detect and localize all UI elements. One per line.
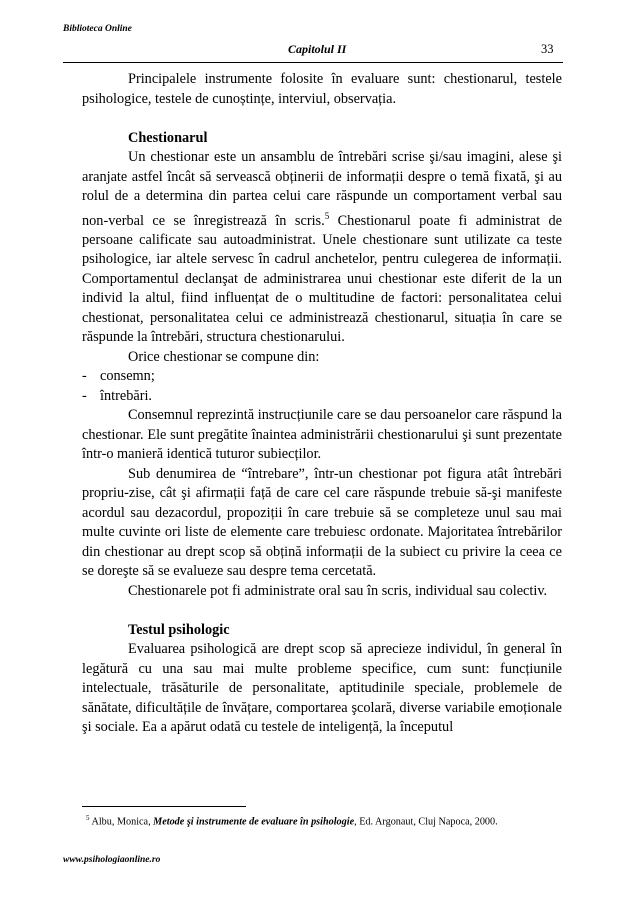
footnote-number: 5: [86, 814, 90, 822]
footnote: [86, 811, 566, 829]
website-link[interactable]: www.psihologiaonline.ro: [63, 855, 161, 865]
paragraph-administration: Chestionarele pot fi administrate oral sau în scris, individual sau colectiv.: [128, 582, 548, 599]
footnote-publisher: , Ed. Argonaut, Cluj Napoca, 2000.: [354, 816, 498, 828]
list-item-text: consemn;: [100, 368, 155, 385]
footnote-rule: [82, 806, 246, 807]
list-item-text: întrebări.: [100, 387, 153, 404]
chapter-title: Capitolul II: [288, 42, 347, 56]
footnote-book-title: Metode şi instrumente de evaluare în psihologie: [153, 816, 355, 828]
page-body: [82, 70, 562, 738]
library-label: Biblioteca Online: [63, 24, 132, 34]
paragraph-chestionar-definition: [82, 148, 562, 348]
list-dash: -: [82, 368, 87, 385]
footnote-reference: 5: [324, 210, 330, 221]
page-number: 33: [541, 42, 554, 56]
paragraph-consemn: Consemnul reprezintă instrucțiunile care se dau persoanelor care răspund la chestionar. Ele sunt pregătite înaintea administrării chestionarului şi sunt prezentate într-o manieră identică tuturor subiecților.: [82, 407, 562, 463]
paragraph-components: Orice chestionar se compune din:: [128, 348, 320, 365]
paragraph-evaluare: Evaluarea psihologică are drept scop să aprecieze individul, în general în legătură cu una sau mai multe probleme specifice, cum sunt: funcțiunile intelectuale, trăsăturile de personalitate, aptitudinile speciale, problemele de sănătate, dificultățile de învățare, comportarea şcolară, diverse variabile emoționale şi sociale. Ea a apărut odată cu testele de inteligență, la începutul: [82, 641, 562, 736]
section-heading-chestionarul: Chestionarul: [128, 129, 208, 146]
spacer: [82, 601, 562, 621]
paragraph-text-part2: Chestionarul poate fi administrat de persoane calificate sau autoadministrat. Unele chestionare sunt utilizate ca teste psihologice, iar altele servesc în cadrul anchetelor, pentru culegerea de informații. Comportamentul declanşat de administrarea unui chestionar este diferit de la un individ la altul, fiind influențat de o multitudine de factori: personalitatea celui chestionat, personalitatea celui ce administrează chestionarul, situația în care se răspunde la întrebări, structura chestionarului.: [82, 212, 562, 346]
header-rule: [63, 62, 563, 63]
spacer: [82, 109, 562, 129]
intro-paragraph: Principalele instrumente folosite în evaluare sunt: chestionarul, testele psihologice, testele de cunoștințe, interviul, observația.: [82, 71, 562, 107]
list-item: [82, 387, 562, 407]
paragraph-text-part1: Un chestionar este un ansamblu de întrebări scrise şi/sau imagini, alese şi aranjate astfel încât să servească obținerii de informații despre o temă fixată, şi au rolul de a determina din partea celui care răspunde un comportament verbal sau non-verbal ce se înregistrează în scris.: [82, 149, 562, 229]
paragraph-intrebare: Sub denumirea de “întrebare”, într-un chestionar pot figura atât întrebări propriu-zise, cât şi afirmații față de care cel care răspunde trebuie să-şi manifeste acordul sau dezacordul, propoziții în care trebuie să se completeze unul sau mai multe cuvinte ori liste de elemente care trebuiesc ordonate. Majoritatea întrebărilor din chestionar au drept scop să obțină informații de la subiect cu privire la ceea ce se doreşte să se evalueze sau despre tema cercetată.: [82, 465, 562, 580]
list-item: [82, 367, 562, 387]
section-heading-testul-psihologic: Testul psihologic: [128, 621, 230, 638]
footnote-author: Albu, Monica,: [89, 816, 154, 828]
list-dash: -: [82, 387, 87, 404]
